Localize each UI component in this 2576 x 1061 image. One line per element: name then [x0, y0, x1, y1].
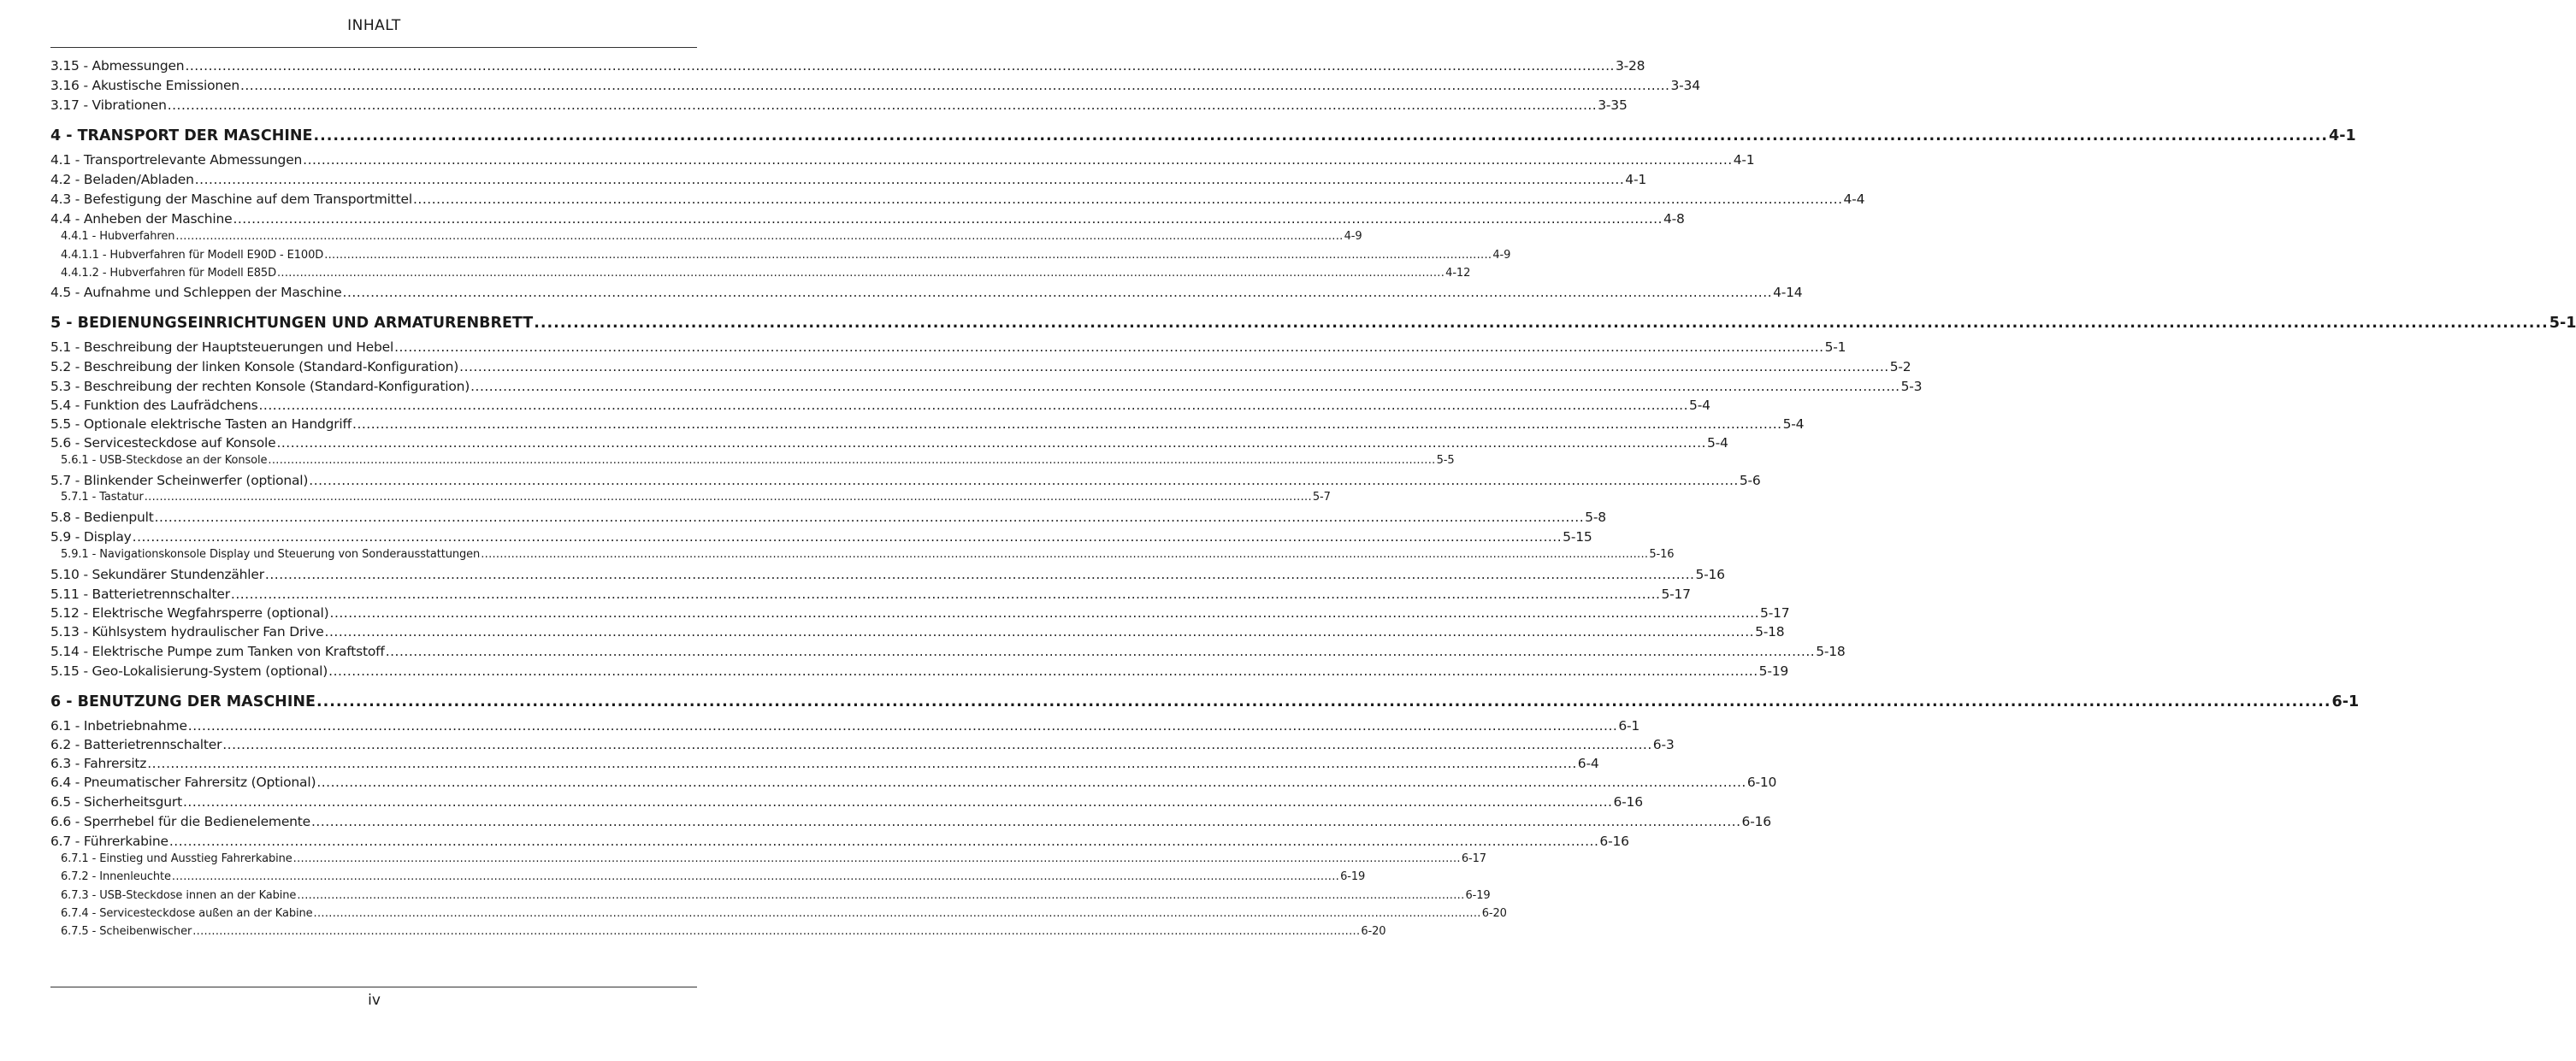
toc-entry-title: 6.7.4 - Servicesteckdose außen an der Kabine [61, 907, 313, 920]
toc-leader-dots: .................................................................................................................................................................................................................................................................................................................... [303, 152, 1733, 168]
toc-leader-dots: .................................................................................................................................................................................................................................................................................................................... [182, 794, 1613, 810]
toc-entry-title: 4.4.1.1 - Hubverfahren für Modell E90D - E100D [61, 249, 324, 262]
toc-entry-page: 4-14 [1773, 285, 1803, 300]
toc-entry-page: 5-2 [1889, 359, 1911, 374]
toc-subsection-entry[interactable] [61, 491, 1331, 504]
toc-section-entry[interactable] [50, 211, 1685, 227]
toc-entry-title: 5.15 - Geo-Lokalisierung-System (optional) [50, 663, 328, 679]
toc-section-entry[interactable] [50, 718, 1640, 734]
toc-entry-page: 5-19 [1758, 663, 1789, 679]
toc-leader-dots: .................................................................................................................................................................................................................................................................................................................... [175, 230, 1344, 243]
toc-entry-title: 6.7 - Führerkabine [50, 834, 168, 849]
toc-section-entry[interactable] [50, 814, 1771, 830]
toc-entry-page: 3-34 [1670, 78, 1700, 93]
toc-entry-title: 4.1 - Transportrelevante Abmessungen [50, 152, 303, 168]
toc-leader-dots: .................................................................................................................................................................................................................................................................................................................... [324, 624, 1755, 640]
toc-section-entry[interactable] [50, 624, 1785, 640]
toc-entry-page: 5-1 [2549, 315, 2576, 332]
toc-leader-dots: .................................................................................................................................................................................................................................................................................................................... [154, 510, 1585, 525]
toc-entry-page: 5-4 [1782, 416, 1805, 432]
toc-entry-page: 5-16 [1649, 548, 1675, 561]
toc-leader-dots: .................................................................................................................................................................................................................................................................................................................... [297, 889, 1465, 902]
toc-entry-title: 6.7.5 - Scheibenwischer [61, 925, 192, 938]
toc-leader-dots: .................................................................................................................................................................................................................................................................................................................... [313, 127, 2329, 144]
toc-leader-dots: .................................................................................................................................................................................................................................................................................................................... [342, 285, 1773, 300]
toc-leader-dots: .................................................................................................................................................................................................................................................................................................................... [276, 435, 1706, 451]
toc-leader-dots: .................................................................................................................................................................................................................................................................................................................... [412, 192, 1843, 207]
toc-leader-dots: .................................................................................................................................................................................................................................................................................................................... [309, 473, 1739, 488]
toc-leader-dots: .................................................................................................................................................................................................................................................................................................................... [171, 870, 1340, 883]
toc-leader-dots: .................................................................................................................................................................................................................................................................................................................... [394, 339, 1824, 355]
toc-leader-dots: .................................................................................................................................................................................................................................................................................................................... [132, 529, 1563, 545]
toc-entry-page: 5-6 [1739, 473, 1761, 488]
toc-entry-page: 5-17 [1661, 586, 1691, 602]
toc-entry-page: 6-4 [1577, 756, 1599, 771]
toc-section-entry[interactable] [50, 605, 1790, 622]
toc-entry-title: 5.12 - Elektrische Wegfahrsperre (optional) [50, 605, 329, 621]
toc-entry-page: 5-8 [1585, 510, 1606, 525]
toc-section-entry[interactable] [50, 339, 1846, 356]
toc-section-entry[interactable] [50, 58, 1645, 74]
toc-section-entry[interactable] [50, 152, 1755, 168]
toc-section-entry[interactable] [50, 285, 1803, 301]
toc-section-entry[interactable] [50, 510, 1606, 526]
toc-entry-page: 4-8 [1663, 211, 1685, 227]
toc-entry-page: 5-18 [1816, 644, 1846, 659]
page-number: iv [368, 992, 381, 1009]
toc-section-entry[interactable] [50, 644, 1846, 660]
toc-leader-dots: .................................................................................................................................................................................................................................................................................................................... [167, 97, 1598, 113]
toc-entry-title: 6.7.1 - Einstieg und Ausstieg Fahrerkabine [61, 852, 292, 865]
toc-entry-page: 3-35 [1598, 97, 1628, 113]
toc-leader-dots: .................................................................................................................................................................................................................................................................................................................... [187, 718, 1618, 734]
toc-leader-dots: .................................................................................................................................................................................................................................................................................................................... [230, 586, 1661, 602]
toc-entry-page: 6-1 [2331, 693, 2360, 710]
toc-section-entry[interactable] [50, 737, 1675, 753]
toc-leader-dots: .................................................................................................................................................................................................................................................................................................................... [185, 58, 1615, 74]
toc-leader-dots: .................................................................................................................................................................................................................................................................................................................... [168, 834, 1599, 849]
toc-entry-page: 6-16 [1613, 794, 1643, 810]
toc-entry-title: 5.6 - Servicesteckdose auf Konsole [50, 435, 276, 451]
toc-section-entry[interactable] [50, 775, 1777, 791]
toc-entry-title: 4.5 - Aufnahme und Schleppen der Maschine [50, 285, 342, 300]
toc-entry-title: 6.2 - Batterietrennschalter [50, 737, 222, 752]
toc-entry-page: 5-4 [1706, 435, 1728, 451]
toc-entry-title: 5.8 - Bedienpult [50, 510, 154, 525]
toc-entry-title: 5.13 - Kühlsystem hydraulischer Fan Drive [50, 624, 324, 640]
toc-entry-page: 6-16 [1599, 834, 1629, 849]
toc-entry-page: 6-20 [1361, 925, 1386, 938]
toc-section-entry[interactable] [50, 359, 1911, 375]
toc-entry-title: 3.16 - Akustische Emissionen [50, 78, 239, 93]
toc-entry-title: 5.5 - Optionale elektrische Tasten an Handgriff [50, 416, 352, 432]
toc-subsection-entry[interactable] [61, 925, 1386, 939]
toc-entry-title: 5.7 - Blinkender Scheinwerfer (optional) [50, 473, 309, 488]
toc-entry-page: 6-1 [1618, 718, 1640, 734]
toc-entry-title: 4.4 - Anheben der Maschine [50, 211, 233, 227]
toc-leader-dots: .................................................................................................................................................................................................................................................................................................................... [144, 491, 1312, 504]
toc-section-entry[interactable] [50, 794, 1643, 810]
toc-entry-page: 5-5 [1436, 454, 1455, 467]
toc-section-entry[interactable] [50, 78, 1700, 94]
toc-subsection-entry[interactable] [61, 230, 1362, 244]
toc-entry-page: 5-17 [1760, 605, 1790, 621]
toc-entry-title: 5.14 - Elektrische Pumpe zum Tanken von Kraftstoff [50, 644, 385, 659]
toc-section-entry[interactable] [50, 567, 1725, 583]
toc-chapter-entry[interactable] [50, 315, 2576, 333]
toc-entry-title: 6.6 - Sperrhebel für die Bedienelemente [50, 814, 310, 829]
toc-entry-page: 5-1 [1824, 339, 1846, 355]
toc-subsection-entry[interactable] [61, 548, 1675, 562]
toc-section-entry[interactable] [50, 435, 1728, 451]
toc-entry-title: 5.6.1 - USB-Steckdose an der Konsole [61, 454, 268, 467]
toc-section-entry[interactable] [50, 172, 1646, 188]
toc-section-entry[interactable] [50, 398, 1710, 414]
toc-entry-page: 4-9 [1492, 249, 1511, 262]
toc-entry-title: 6.5 - Sicherheitsgurt [50, 794, 182, 810]
toc-leader-dots: .................................................................................................................................................................................................................................................................................................................... [311, 814, 1741, 829]
toc-entry-page: 6-17 [1461, 852, 1486, 865]
toc-entry-title: 4.3 - Befestigung der Maschine auf dem Transportmittel [50, 192, 412, 207]
toc-entry-page: 5-4 [1689, 398, 1710, 413]
toc-section-entry[interactable] [50, 586, 1691, 603]
toc-leader-dots: .................................................................................................................................................................................................................................................................................................................... [328, 663, 1758, 679]
toc-entry-title: 6.7.2 - Innenleuchte [61, 870, 171, 883]
toc-section-entry[interactable] [50, 663, 1789, 680]
toc-section-entry[interactable] [50, 97, 1628, 114]
toc-entry-title: 5.4 - Funktion des Laufrädchens [50, 398, 258, 413]
page-header-title: INHALT [347, 17, 401, 34]
toc-entry-title: 5.2 - Beschreibung der linken Konsole (Standard-Konfiguration) [50, 359, 459, 374]
toc-leader-dots: .................................................................................................................................................................................................................................................................................................................... [233, 211, 1663, 227]
toc-entry-page: 4-4 [1843, 192, 1865, 207]
toc-leader-dots: .................................................................................................................................................................................................................................................................................................................... [147, 756, 1577, 771]
toc-entry-title: 5.3 - Beschreibung der rechten Konsole (Standard-Konfiguration) [50, 379, 470, 394]
toc-entry-page: 5-15 [1563, 529, 1592, 545]
toc-entry-title: 5.1 - Beschreibung der Hauptsteuerungen und Hebel [50, 339, 394, 355]
toc-leader-dots: .................................................................................................................................................................................................................................................................................................................... [470, 379, 1900, 394]
toc-entry-page: 6-19 [1340, 870, 1366, 883]
toc-entry-page: 6-3 [1652, 737, 1675, 752]
toc-subsection-entry[interactable] [61, 249, 1511, 262]
toc-entry-page: 4-12 [1445, 267, 1471, 280]
toc-entry-title: 4.4.1 - Hubverfahren [61, 230, 175, 243]
toc-leader-dots: .................................................................................................................................................................................................................................................................................................................... [268, 454, 1436, 467]
toc-entry-page: 5-16 [1695, 567, 1725, 582]
toc-section-entry[interactable] [50, 529, 1592, 545]
toc-leader-dots: .................................................................................................................................................................................................................................................................................................................... [316, 693, 2331, 710]
toc-entry-title: 5.11 - Batterietrennschalter [50, 586, 230, 602]
toc-entry-page: 5-3 [1900, 379, 1923, 394]
toc-leader-dots: .................................................................................................................................................................................................................................................................................................................... [192, 925, 1361, 938]
toc-leader-dots: .................................................................................................................................................................................................................................................................................................................... [324, 249, 1492, 262]
toc-leader-dots: .................................................................................................................................................................................................................................................................................................................... [316, 775, 1746, 790]
toc-entry-title: 5.10 - Sekundärer Stundenzähler [50, 567, 264, 582]
toc-entry-page: 5-18 [1755, 624, 1785, 640]
toc-entry-title: 3.17 - Vibrationen [50, 97, 167, 113]
toc-leader-dots: .................................................................................................................................................................................................................................................................................................................... [459, 359, 1889, 374]
toc-section-entry[interactable] [50, 379, 1923, 395]
toc-entry-title: 5.9.1 - Navigationskonsole Display und Steuerung von Sonderausstattungen [61, 548, 481, 561]
toc-leader-dots: .................................................................................................................................................................................................................................................................................................................... [385, 644, 1816, 659]
toc-entry-title: 4.4.1.2 - Hubverfahren für Modell E85D [61, 267, 276, 280]
toc-leader-dots: .................................................................................................................................................................................................................................................................................................................... [277, 267, 1445, 280]
toc-subsection-entry[interactable] [61, 454, 1455, 468]
toc-entry-title: 6.4 - Pneumatischer Fahrersitz (Optional) [50, 775, 316, 790]
toc-entry-title: 4 - TRANSPORT DER MASCHINE [50, 127, 313, 144]
toc-subsection-entry[interactable] [61, 870, 1366, 884]
toc-entry-page: 4-9 [1344, 230, 1362, 243]
toc-subsection-entry[interactable] [61, 889, 1491, 903]
toc-entry-title: 5.7.1 - Tastatur [61, 491, 144, 504]
toc-leader-dots: .................................................................................................................................................................................................................................................................................................................... [264, 567, 1695, 582]
toc-subsection-entry[interactable] [61, 267, 1471, 280]
toc-section-entry[interactable] [50, 834, 1629, 850]
toc-leader-dots: .................................................................................................................................................................................................................................................................................................................... [329, 605, 1760, 621]
toc-entry-page: 6-16 [1741, 814, 1771, 829]
toc-chapter-entry[interactable] [50, 127, 2356, 145]
toc-chapter-entry[interactable] [50, 693, 2360, 711]
toc-section-entry[interactable] [50, 473, 1761, 489]
toc-entry-title: 5 - BEDIENUNGSEINRICHTUNGEN UND ARMATURENBRETT [50, 315, 534, 332]
toc-entry-title: 6.7.3 - USB-Steckdose innen an der Kabine [61, 889, 297, 902]
toc-leader-dots: .................................................................................................................................................................................................................................................................................................................... [222, 737, 1652, 752]
toc-leader-dots: .................................................................................................................................................................................................................................................................................................................... [239, 78, 1670, 93]
toc-entry-title: 4.2 - Beladen/Abladen [50, 172, 194, 187]
toc-entry-title: 5.9 - Display [50, 529, 132, 545]
toc-leader-dots: .................................................................................................................................................................................................................................................................................................................... [352, 416, 1782, 432]
toc-leader-dots: .................................................................................................................................................................................................................................................................................................................... [258, 398, 1689, 413]
toc-subsection-entry[interactable] [61, 852, 1486, 866]
toc-entry-page: 6-10 [1746, 775, 1777, 790]
toc-leader-dots: .................................................................................................................................................................................................................................................................................................................... [194, 172, 1625, 187]
toc-entry-page: 4-1 [1625, 172, 1646, 187]
toc-leader-dots: .................................................................................................................................................................................................................................................................................................................... [292, 852, 1461, 865]
toc-subsection-entry[interactable] [61, 907, 1507, 921]
toc-entry-page: 6-20 [1481, 907, 1507, 920]
toc-entry-page: 6-19 [1465, 889, 1491, 902]
toc-entry-title: 6.3 - Fahrersitz [50, 756, 147, 771]
toc-entry-page: 3-28 [1615, 58, 1645, 74]
toc-entry-page: 4-1 [2329, 127, 2356, 144]
toc-section-entry[interactable] [50, 416, 1805, 433]
toc-leader-dots: .................................................................................................................................................................................................................................................................................................................... [534, 315, 2549, 332]
toc-leader-dots: .................................................................................................................................................................................................................................................................................................................... [481, 548, 1649, 561]
toc-entry-page: 4-1 [1733, 152, 1755, 168]
toc-leader-dots: .................................................................................................................................................................................................................................................................................................................... [313, 907, 1481, 920]
toc-section-entry[interactable] [50, 192, 1865, 208]
toc-entry-title: 6.1 - Inbetriebnahme [50, 718, 187, 734]
toc-section-entry[interactable] [50, 756, 1599, 772]
toc-entry-title: 3.15 - Abmessungen [50, 58, 185, 74]
toc-entry-title: 6 - BENUTZUNG DER MASCHINE [50, 693, 316, 710]
toc-entry-page: 5-7 [1312, 491, 1331, 504]
